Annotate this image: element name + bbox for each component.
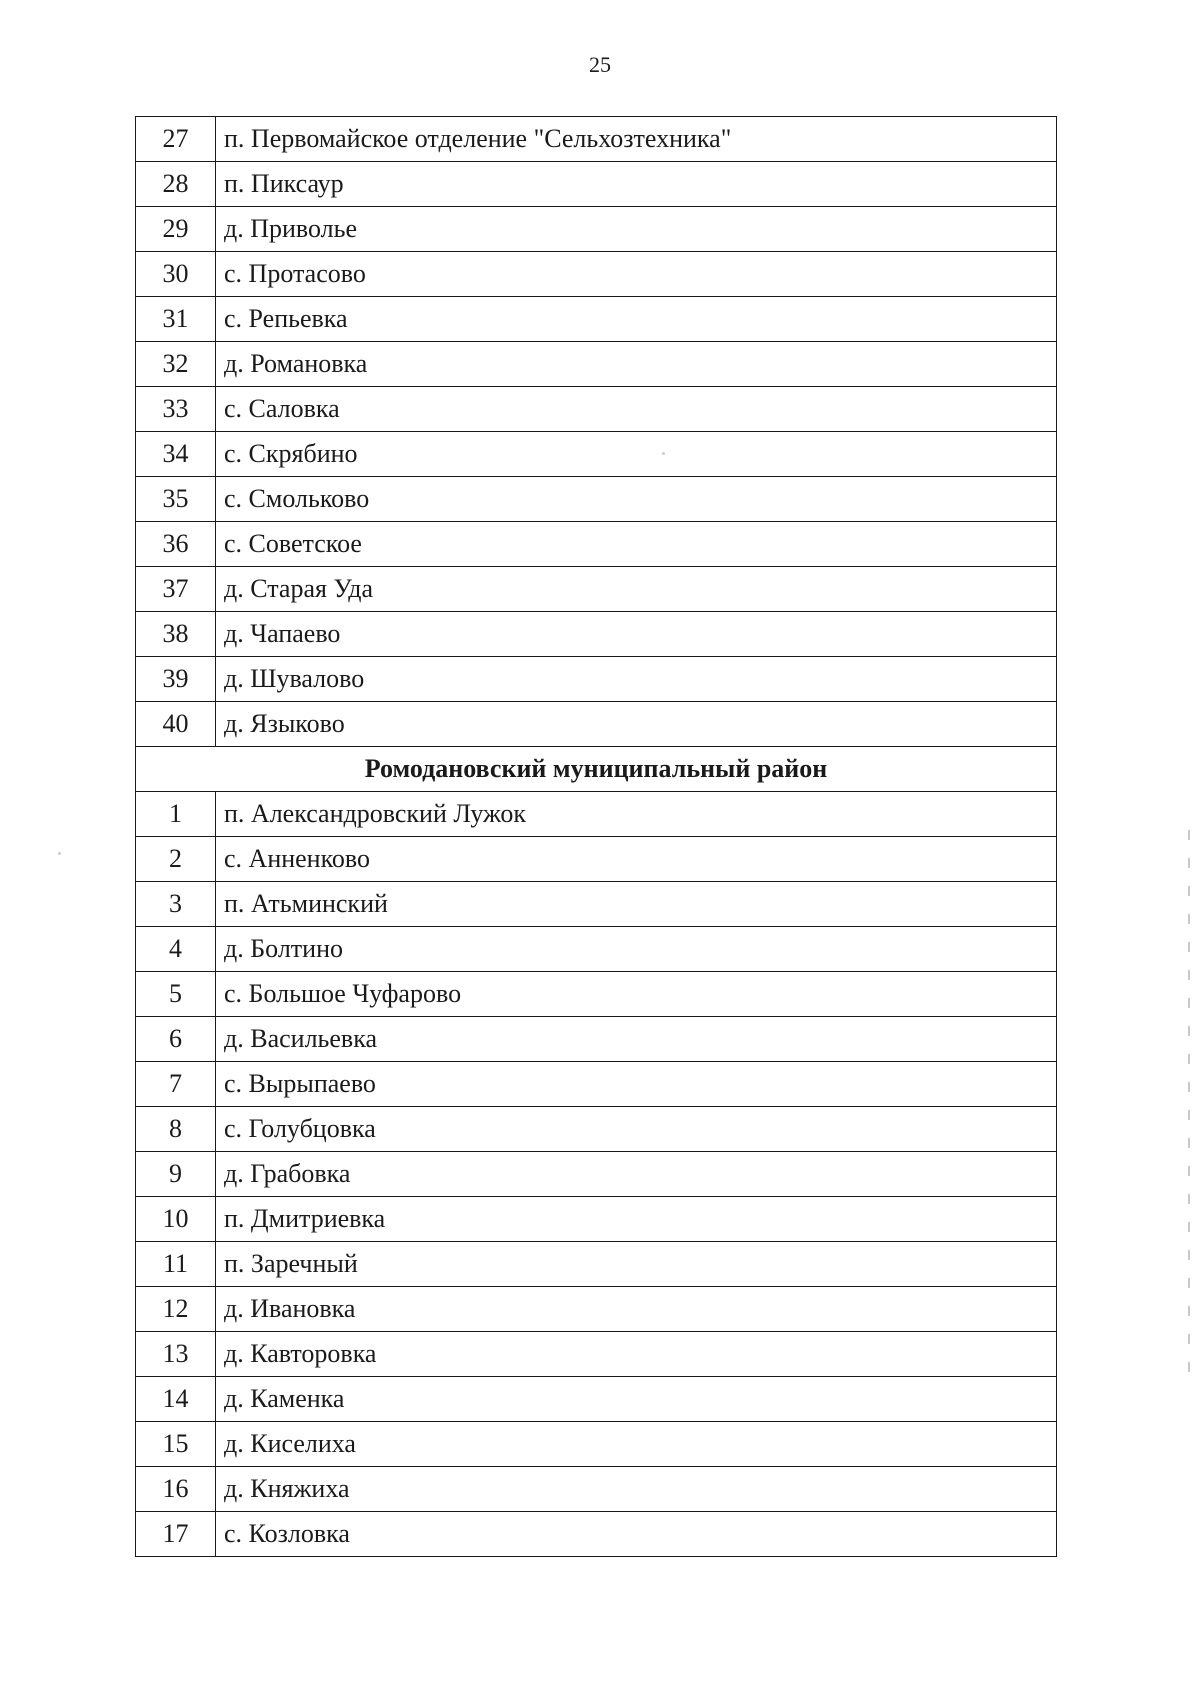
- row-number: 15: [136, 1422, 216, 1467]
- settlement-name: с. Смольково: [216, 477, 1057, 522]
- row-number: 13: [136, 1332, 216, 1377]
- table-row: [136, 1512, 1057, 1557]
- scan-speck: [58, 852, 61, 855]
- row-number: 14: [136, 1377, 216, 1422]
- table-row: [136, 657, 1057, 702]
- row-number: 5: [136, 972, 216, 1017]
- table-row: [136, 567, 1057, 612]
- table-row: [136, 1242, 1057, 1287]
- settlement-name: с. Большое Чуфарово: [216, 972, 1057, 1017]
- row-number: 7: [136, 1062, 216, 1107]
- settlement-name: п. Заречный: [216, 1242, 1057, 1287]
- table-row: [136, 612, 1057, 657]
- table-row: [136, 477, 1057, 522]
- settlement-name: д. Грабовка: [216, 1152, 1057, 1197]
- settlement-name: д. Языково: [216, 702, 1057, 747]
- table-row: [136, 792, 1057, 837]
- settlement-name: д. Ивановка: [216, 1287, 1057, 1332]
- settlement-name: д. Княжиха: [216, 1467, 1057, 1512]
- table-row: [136, 1377, 1057, 1422]
- row-number: 2: [136, 837, 216, 882]
- row-number: 12: [136, 1287, 216, 1332]
- table-row: [136, 882, 1057, 927]
- table-row: [136, 1152, 1057, 1197]
- table-row: [136, 972, 1057, 1017]
- row-number: 16: [136, 1467, 216, 1512]
- settlement-name: п. Первомайское отделение "Сельхозтехника": [216, 117, 1057, 162]
- row-number: 10: [136, 1197, 216, 1242]
- settlements-table-body: [136, 117, 1057, 1557]
- settlement-name: п. Дмитриевка: [216, 1197, 1057, 1242]
- settlement-name: д. Романовка: [216, 342, 1057, 387]
- row-number: 39: [136, 657, 216, 702]
- table-row: [136, 1332, 1057, 1377]
- row-number: 37: [136, 567, 216, 612]
- settlement-name: с. Советское: [216, 522, 1057, 567]
- settlement-name: п. Пиксаур: [216, 162, 1057, 207]
- row-number: 11: [136, 1242, 216, 1287]
- row-number: 3: [136, 882, 216, 927]
- table-row: [136, 162, 1057, 207]
- settlement-name: с. Вырыпаево: [216, 1062, 1057, 1107]
- row-number: 36: [136, 522, 216, 567]
- settlement-name: д. Васильевка: [216, 1017, 1057, 1062]
- table-row: [136, 207, 1057, 252]
- settlement-name: д. Каменка: [216, 1377, 1057, 1422]
- settlement-name: д. Кавторовка: [216, 1332, 1057, 1377]
- settlement-name: д. Болтино: [216, 927, 1057, 972]
- section-heading: Ромодановский муниципальный район: [136, 747, 1057, 792]
- table-row: [136, 117, 1057, 162]
- table-row: [136, 702, 1057, 747]
- row-number: 17: [136, 1512, 216, 1557]
- row-number: 1: [136, 792, 216, 837]
- table-row: [136, 927, 1057, 972]
- table-row: [136, 522, 1057, 567]
- row-number: 33: [136, 387, 216, 432]
- table-row: [136, 1197, 1057, 1242]
- table-row: [136, 1062, 1057, 1107]
- scan-artifact: [1188, 830, 1190, 1390]
- table-row: [136, 837, 1057, 882]
- table-row: [136, 1467, 1057, 1512]
- row-number: 30: [136, 252, 216, 297]
- row-number: 34: [136, 432, 216, 477]
- settlement-name: д. Киселиха: [216, 1422, 1057, 1467]
- table-row: [136, 387, 1057, 432]
- settlement-name: п. Александровский Лужок: [216, 792, 1057, 837]
- row-number: 31: [136, 297, 216, 342]
- settlement-name: с. Анненково: [216, 837, 1057, 882]
- settlement-name: с. Саловка: [216, 387, 1057, 432]
- table-row: [136, 432, 1057, 477]
- row-number: 4: [136, 927, 216, 972]
- scan-speck: [662, 452, 665, 455]
- table-row: [136, 1107, 1057, 1152]
- row-number: 9: [136, 1152, 216, 1197]
- settlements-table: [135, 116, 1057, 1557]
- row-number: 6: [136, 1017, 216, 1062]
- settlement-name: с. Скрябино: [216, 432, 1057, 477]
- section-heading-row: [136, 747, 1057, 792]
- row-number: 8: [136, 1107, 216, 1152]
- table-row: [136, 342, 1057, 387]
- table-row: [136, 1422, 1057, 1467]
- settlement-name: д. Приволье: [216, 207, 1057, 252]
- settlement-name: п. Атьминский: [216, 882, 1057, 927]
- settlement-name: д. Чапаево: [216, 612, 1057, 657]
- settlement-name: с. Голубцовка: [216, 1107, 1057, 1152]
- table-row: [136, 252, 1057, 297]
- row-number: 32: [136, 342, 216, 387]
- settlement-name: с. Козловка: [216, 1512, 1057, 1557]
- settlement-name: с. Репьевка: [216, 297, 1057, 342]
- row-number: 35: [136, 477, 216, 522]
- table-row: [136, 1017, 1057, 1062]
- settlement-name: с. Протасово: [216, 252, 1057, 297]
- page-number: 25: [589, 52, 611, 77]
- row-number: 27: [136, 117, 216, 162]
- settlement-name: д. Шувалово: [216, 657, 1057, 702]
- settlement-name: д. Старая Уда: [216, 567, 1057, 612]
- table-row: [136, 1287, 1057, 1332]
- row-number: 40: [136, 702, 216, 747]
- row-number: 38: [136, 612, 216, 657]
- table-row: [136, 297, 1057, 342]
- row-number: 29: [136, 207, 216, 252]
- row-number: 28: [136, 162, 216, 207]
